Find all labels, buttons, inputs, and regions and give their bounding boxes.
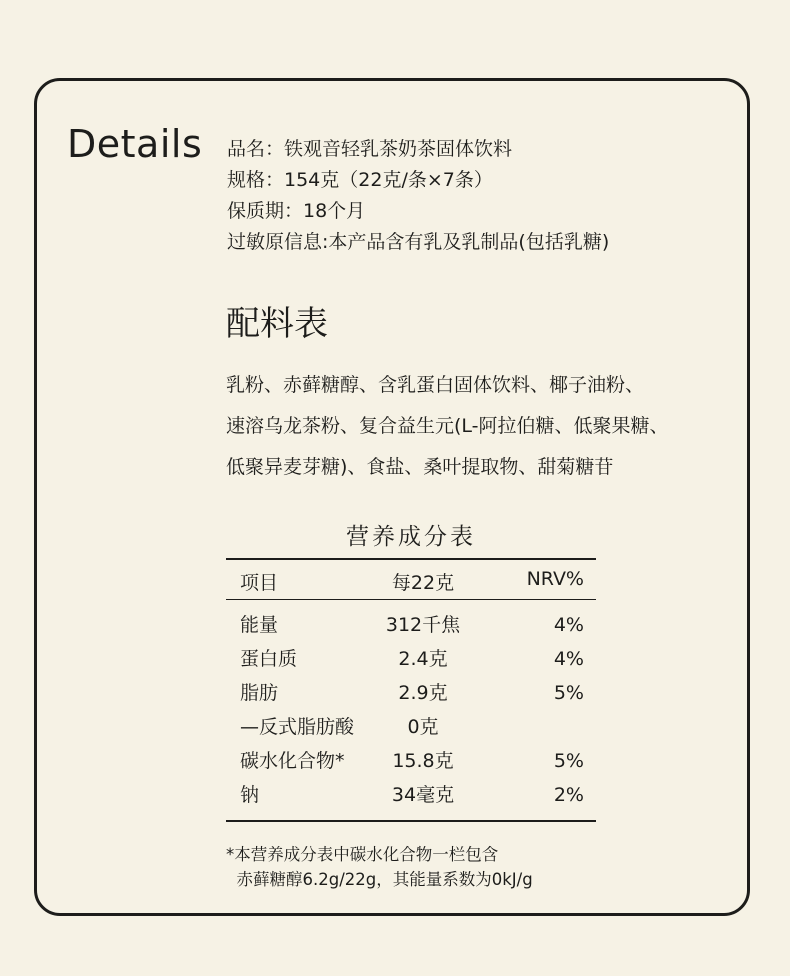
shelf-life-line: 保质期：18个月 (227, 200, 366, 222)
nutrient-name: 碳水化合物* (240, 750, 345, 772)
nutrient-nrv: 5% (553, 750, 584, 772)
ingredients-heading: 配料表 (226, 304, 328, 344)
allergen-line: 过敏原信息:本产品含有乳及乳制品(包括乳糖) (227, 231, 610, 253)
header-nrv: NRV% (526, 568, 584, 590)
nutrient-amount: 15.8克 (392, 750, 454, 772)
nutrient-amount: 34毫克 (391, 784, 455, 806)
spec-line: 规格：154克（22克/条×7条） (227, 169, 493, 191)
table-row (226, 744, 596, 778)
nutrient-nrv: 4% (553, 648, 584, 670)
ingredients-line: 乳粉、赤藓糖醇、含乳蛋白固体饮料、椰子油粉、 (226, 374, 645, 396)
nutrition-title: 营养成分表 (346, 524, 476, 550)
header-amount: 每22克 (391, 572, 455, 594)
nutrition-bottom-rule (226, 820, 596, 822)
nutrient-name: 蛋白质 (240, 648, 298, 670)
nutrition-top-rule (226, 558, 596, 560)
ingredients-list (226, 365, 736, 488)
table-row (226, 608, 596, 642)
details-title: Details (67, 122, 203, 166)
footnote-line: 赤藓糖醇6.2g/22g，其能量系数为0kJ/g (226, 870, 533, 889)
nutrition-header-rule (226, 599, 596, 600)
nutrient-amount: 2.9克 (398, 682, 448, 704)
table-row (226, 676, 596, 710)
table-row (226, 710, 596, 744)
nutrient-amount: 2.4克 (398, 648, 448, 670)
ingredients-line: 速溶乌龙茶粉、复合益生元(L-阿拉伯糖、低聚果糖、 (226, 415, 669, 437)
footnote (226, 842, 533, 892)
nutrient-nrv: 4% (553, 614, 584, 636)
product-name-line: 品名：铁观音轻乳茶奶茶固体饮料 (227, 138, 513, 160)
table-row (226, 778, 596, 812)
product-info (227, 134, 609, 258)
nutrient-nrv: 2% (553, 784, 584, 806)
nutrient-name: 脂肪 (240, 682, 279, 704)
nutrient-name: 能量 (240, 614, 279, 636)
header-item: 项目 (240, 572, 279, 594)
nutrient-amount: 312千焦 (385, 614, 461, 636)
nutrient-nrv: 5% (553, 682, 584, 704)
ingredients-line: 低聚异麦芽糖)、食盐、桑叶提取物、甜菊糖苷 (226, 456, 614, 478)
nutrient-amount: 0克 (407, 716, 439, 738)
nutrient-name: —反式脂肪酸 (240, 716, 355, 738)
footnote-line: *本营养成分表中碳水化合物一栏包含 (226, 845, 499, 864)
nutrient-name: 钠 (240, 784, 260, 806)
table-row (226, 642, 596, 676)
